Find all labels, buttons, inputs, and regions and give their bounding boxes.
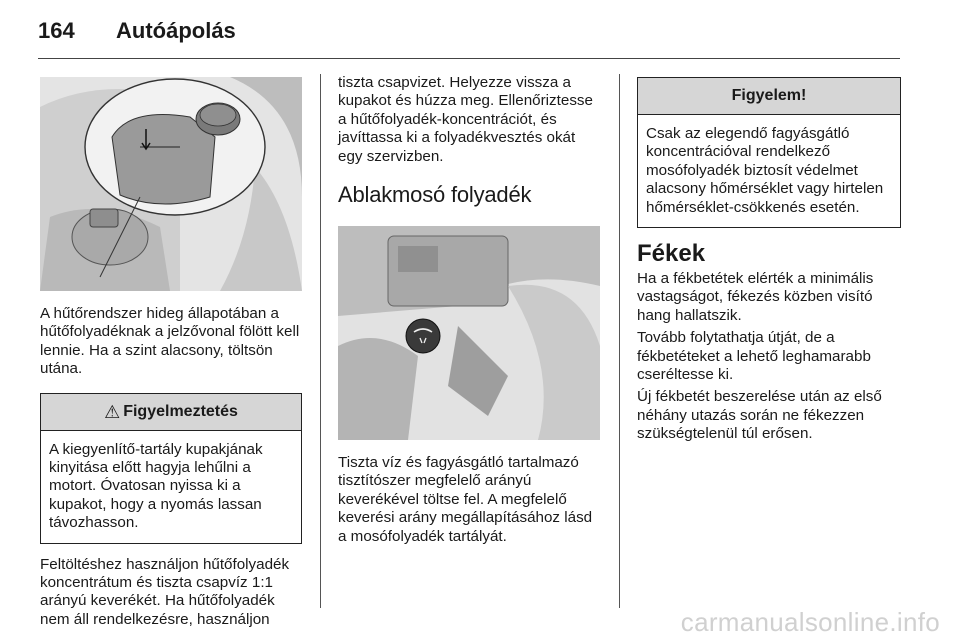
coolant-reservoir-illustration bbox=[40, 77, 302, 291]
warning-body: A kiegyenlítő-tartály kupakjának kinyitása előtt hagyja lehűlni a motort. Óvatosan nyissa ki a kupakot, hogy a nyomás lassan távozhasson. bbox=[49, 440, 263, 532]
notice-title: Figyelem! bbox=[731, 87, 807, 104]
coolant-mix-paragraph: Feltöltéshez használjon hűtőfolyadék koncentrátum és tiszta csapvíz 1:1 arányú keverékét. Ha hűtőfolyadék nem áll rendelkezésre, használjon bbox=[40, 555, 290, 628]
notice-body: Csak az elegendő fagyásgátló koncentrációval rendelkező mosófolyadék biztosít védelmet alacsony hőmérséklet vagy hirtelen hőmérséklet-csökkenés esetén. bbox=[646, 125, 884, 216]
page-number: 164 bbox=[38, 18, 75, 43]
notice-header bbox=[638, 78, 900, 115]
column-divider-2 bbox=[619, 74, 620, 608]
coolant-continued-paragraph: tiszta csapvizet. Helyezze vissza a kupakot és húzza meg. Ellenőriztesse a hűtőfolyadék-koncentrációt, és javíttassa ki a folyadékvesztés okát egy szervizben. bbox=[338, 74, 593, 165]
warning-header bbox=[41, 394, 301, 431]
warning-box bbox=[40, 393, 302, 544]
warning-triangle-icon: ⚠ bbox=[104, 401, 121, 422]
header-rule bbox=[38, 58, 900, 59]
column-divider-1 bbox=[320, 74, 321, 608]
washer-fluid-paragraph: Tiszta víz és fagyásgátló tartalmazó tisztítószer megfelelő arányú keverékével töltse fel. A megfelelő keverési arány megállapításához lásd a mosófolyadék tartályát. bbox=[338, 454, 593, 545]
section-title: Autóápolás bbox=[116, 18, 236, 43]
column-3 bbox=[637, 72, 901, 444]
washer-fluid-illustration bbox=[338, 226, 600, 440]
brakes-paragraph-2: Tovább folytathatja útját, de a fékbetéteket a lehető leghamarabb cseréltesse ki. bbox=[637, 329, 871, 384]
column-1 bbox=[40, 72, 302, 629]
coolant-level-paragraph: A hűtőrendszer hideg állapotában a hűtőfolyadéknak a jelzővonal fölött kell lennie. Ha a szint alacsony, töltsön utána. bbox=[40, 305, 300, 378]
column-2 bbox=[338, 72, 602, 546]
warning-title: Figyelmeztetés bbox=[123, 402, 238, 420]
brakes-heading: Fékek bbox=[637, 240, 706, 268]
watermark: carmanualsonline.info bbox=[680, 607, 940, 637]
brakes-paragraph-3: Új fékbetét beszerelése után az első néhány utazás során ne fékezzen szükségtelenül túl erősen. bbox=[637, 388, 882, 443]
brakes-paragraph-1: Ha a fékbetétek elérték a minimális vastagságot, fékezés közben visító hang hallatszik. bbox=[637, 270, 874, 324]
notice-box bbox=[637, 77, 901, 228]
washer-fluid-heading: Ablakmosó folyadék bbox=[338, 182, 532, 208]
